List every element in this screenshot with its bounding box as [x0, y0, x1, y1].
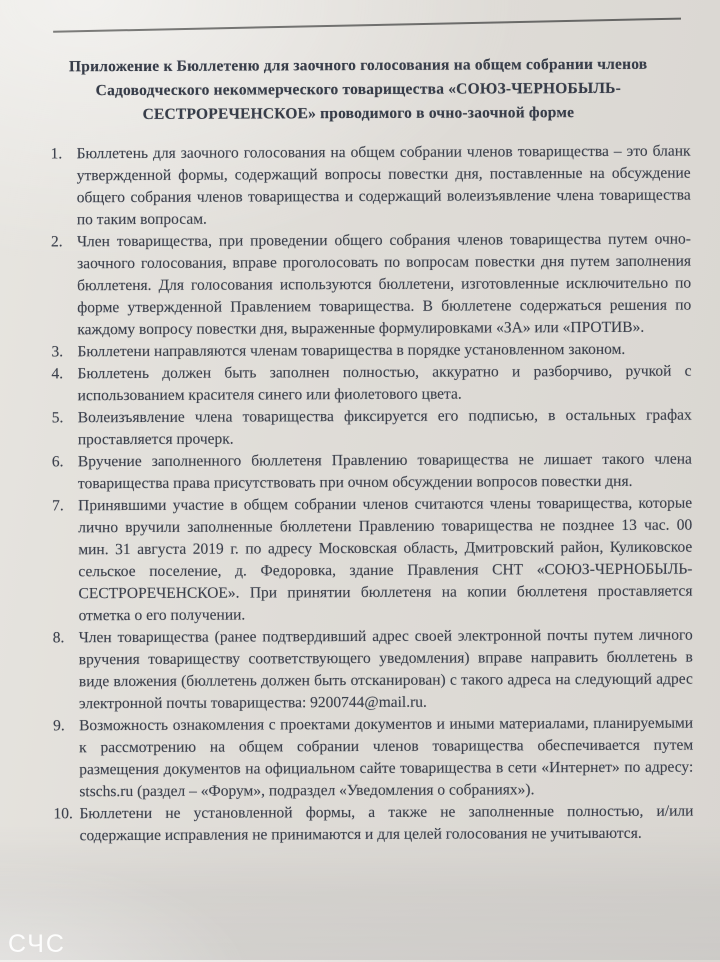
item-text: Волеизъявление члена товарищества фиксируется его подписью, в остальных графах проставляется прочерк. — [77, 406, 692, 449]
item-number: 2. — [50, 233, 63, 251]
item-text: Член товарищества (ранее подтвердивший адрес своей электронной почты путем личного вручения товариществу соответствующего уведомления) вправе направить бюллетень в виде вложения (бюллетень должен быть отсканирован) с такого адреса на следующий адрес электронной почты товарищества: 9200744@mail.ru. — [78, 626, 693, 713]
list-item-1 — [51, 141, 691, 232]
item-number: 10. — [53, 805, 73, 823]
list-item-7 — [52, 493, 693, 628]
item-text: Вручение заполненного бюллетеня Правлению товарищества не лишает такого члена товарищества права присутствовать при очном обсуждении вопросов повестки дня. — [77, 450, 692, 493]
item-text: Бюллетени не установленной формы, а также не заполненные полностью, и/или содержащие исправления не принимаются и для целей голосования не учитываются. — [79, 802, 694, 845]
item-number: 1. — [50, 145, 63, 163]
numbered-list — [51, 141, 694, 848]
item-text: Принявшими участие в общем собрании членов считаются члены товарищества, которые лично вручили заполненные бюллетени Правлению товарищества не позднее 13 час. 00 мин. 31 августа 2019 г. по адресу Московская область, Дмитровский район, Куликовское сельское поселение, д. Федоровка, здание Правления СНТ «СОЮЗ-ЧЕРНОБЫЛЬ-СЕСТРОРЕЧЕНСКОЕ». При принятии бюллетеня на копии бюллетеня проставляется отметка о его получении. — [78, 494, 693, 625]
watermark-label: СЧС — [8, 930, 66, 958]
list-item-10 — [53, 801, 693, 848]
item-text: Член товарищества, при проведении общего собрания членов товарищества путем очно-заочного голосования, вправе проголосовать по вопросам повестки дня путем заполнения бюллетеня. Для голосования используются бюллетени, изготовленные исключительно по форме утвержденной Правлением товарищества. В бюллетене содержаться решения по каждому вопросу повестки дня, выраженные формулировками «ЗА» или «ПРОТИВ». — [76, 230, 692, 339]
title-line-1: Приложение к Бюллетеню для заочного голосования на общем собрании членов — [68, 55, 648, 76]
item-number: 5. — [51, 409, 64, 427]
list-item-4 — [51, 361, 691, 408]
item-number: 9. — [53, 717, 65, 735]
list-item-3 — [51, 339, 691, 364]
title-line-2: Садоводческого некоммерческого товарищества «СОЮЗ-ЧЕРНОБЫЛЬ- — [95, 79, 621, 100]
list-item-2 — [51, 229, 691, 342]
list-item-5 — [52, 405, 692, 452]
item-text: Возможность ознакомления с проектами документов и иными материалами, планируемыми к рассмотрению на общем собрании членов товарищества обеспечивается путем размещения документов на официальном сайте товарищества в сети «Интернет» по адресу: stschs.ru (раздел – «Форум», подраздел «Уведомления о собраниях»). — [79, 714, 694, 801]
list-item-8 — [53, 625, 693, 716]
item-text: Бюллетень должен быть заполнен полностью, аккуратно и разборчиво, ручкой с использованием красителя синего или фиолетового цвета. — [77, 362, 692, 405]
item-text: Бюллетень для заочного голосования на общем собрании членов товарищества – это бланк утвержденной формы, содержащий вопросы повестки дня, поставленные на обсуждение общего собрания членов товарищества и содержащий волеизъявление члена товарищества по таким вопросам. — [76, 142, 691, 229]
list-item-9 — [53, 713, 693, 804]
item-number: 4. — [51, 365, 64, 383]
top-divider-line — [53, 18, 681, 33]
document-title — [68, 53, 648, 128]
item-number: 6. — [51, 453, 64, 471]
item-number: 8. — [52, 629, 65, 647]
item-number: 7. — [52, 497, 64, 515]
item-number: 3. — [51, 343, 64, 361]
title-line-3: СЕСТРОРЕЧЕНСКОЕ» проводимого в очно-заочной форме — [142, 104, 575, 123]
list-item-6 — [52, 449, 692, 496]
item-text: Бюллетени направляются членам товарищества в порядке установленном законом. — [77, 340, 626, 361]
